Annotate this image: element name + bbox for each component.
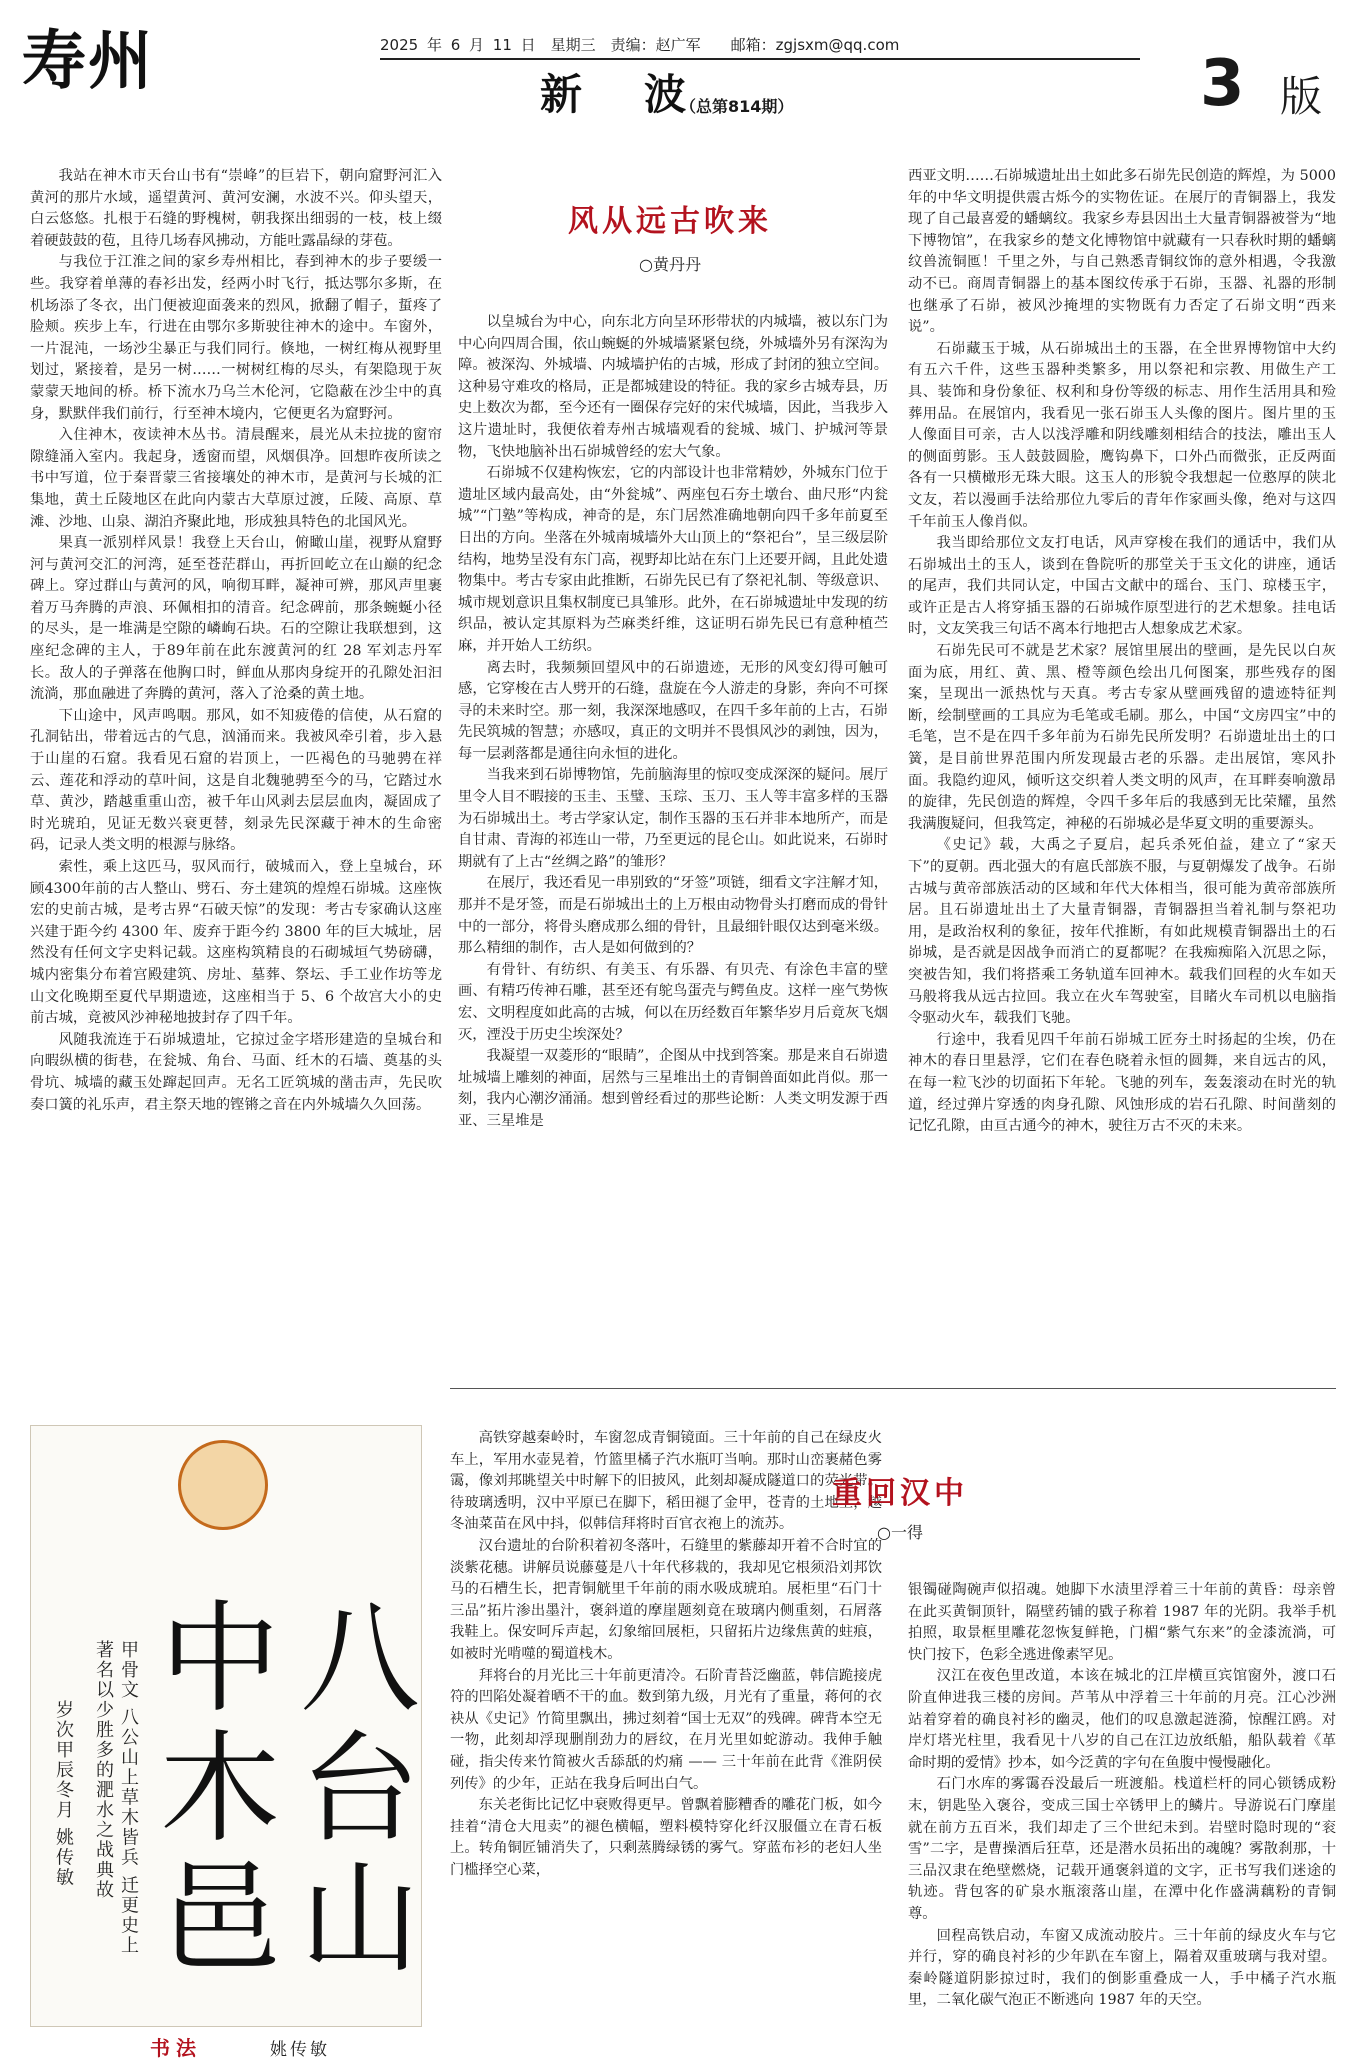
calligraphy-glyph: 山 [300,1850,420,1989]
calligraphy-caption-author: 姚传敏 [270,2040,330,2060]
article1-col3: 西亚文明……石峁城遗址出土如此多石峁先民创造的辉煌，为 5000 年的中华文明提供震古烁今的实物佐证。在展厅的青铜器上，我发现了自己最喜爱的蟠螭纹。我家乡寿县因出土大量青铜器被誉为“地下博物馆”，在我家乡的楚文化博物馆中就藏有一只春秋时期的蟠螭纹兽流铜匜！千里之外，与自己熟悉青铜纹饰的意外相遇，令我激动不已。商周青铜器上的基本图纹传承于石峁，玉器、礼器的形制也继承了石峁，被风沙掩埋的实物既有力否定了石峁文明“西来说”。 石峁藏玉于城，从石峁城出土的玉器，在全世界博物馆中大约有五六千件，这些玉器种类繁多，用以祭祀和宗教、用做生产工具、装饰和身份象征、权利和身份等级的标志、用作生活用具和殓葬用品。在展馆内，我看见一张石峁玉人头像的图片。图片里的玉人像面目可亲，古人以浅浮雕和阴线雕刻相结合的技法，雕出玉人的侧面剪影。玉人鼓鼓圆脸，鹰钩鼻下，口外凸而微张，正反两面各有一只横橄形无珠大眼。这玉人的形貌令我想起一位憨厚的陕北文友，若以漫画手法给那位九零后的青年作家画头像，绝对与这四千年前玉人像肖似。 我当即给那位文友打电话，风声穿梭在我们的通话中，我们从石峁城出土的玉人，谈到在鲁院听的那堂关于玉文化的讲座，通话的尾声，我们共同认定，中国古文献中的瑶台、玉门、琼楼玉宇，或许正是古人将穿插玉器的石峁城作原型进行的艺术想象。挂电话时，文友笑我三句话不离本行地把古人想象成艺术家。 石峁先民可不就是艺术家？展馆里展出的壁画，是先民以白灰面为底，用红、黄、黑、橙等颜色绘出几何图案，那些残存的图案，呈现出一派热忱与天真。考古专家从壁画残留的遗迹特征判断，绘制壁画的工具应为毛笔或毛刷。那么，中国“文房四宝”中的毛笔，岂不是在四千多年前为石峁先民所发明？石峁遗址出土的口簧，是目前世界范围内所发现最古老的乐器。走出展馆，寒风扑面。我隐约迎风，倾听这交织着人类文明的风声，在耳畔奏响激昂的旋律，先民创造的辉煌，令四千多年后的我感到无比荣耀，虽然我满腹疑问，但我笃定，神秘的石峁城必是华夏文明的重要源头。 《史记》载，大禹之子夏启，起兵杀死伯益，建立了“家天下”的夏朝。西北强大的有扈氏部族不服，与夏朝爆发了战争。石峁古城与黄帝部族活动的区域和年代大体相当，很可能为黄帝部族所居。且石峁遗址出土了大量青铜器，青铜器担当着礼制与祭祀功用，是政治权利的象征，按年代推断，有如此规模青铜器出土的石峁城，是否就是因战争而消亡的夏都呢？在我痴痴陷入沉思之际，突被告知，我们将搭乘工务轨道车回神木。载我们回程的火车如天马般将我从远古拉回。我立在火车驾驶室，目睹火车司机以电脑指令驱动火车，载我们飞驰。 行途中，我看见四千年前石峁城工匠夯土时扬起的尘埃，仍在神木的春日里悬浮，它们在春色晓着永恒的圆舞，来自远古的风，在每一粒飞沙的切面拓下年轮。飞驰的列车，轰轰滚动在时光的轨道，经过弹片穿透的肉身孔隙、风蚀形成的岩石孔隙、时间凿刻的记忆孔隙，由亘古通今的神木，驶往万古不灭的未来。 [908,168,1336,1135]
calligraphy-caption-label: 书法 [150,2036,202,2060]
page-unit: 版 [1280,72,1323,121]
masthead-rule [380,58,1140,60]
article2-col2: 银镯碰陶碗声似招魂。她脚下水渍里浮着三十年前的黄昏：母亲曾在此买黄铜顶针，隔壁药铺的戥子称着 1987 年的光阴。我举手机拍照，取景框里雕花忽恢复鲜艳，门楣“紫气东来”的金漆流淌，可快门按下，色彩全逃进像素罕见。 汉江在夜色里改道，本该在城北的江岸横亘宾馆窗外，渡口石阶直伸进我三楼的房间。芦苇从中浮着三十年前的月亮。江心沙洲站着穿着的确良衬衫的幽灵，他们的叹息激起涟漪，惊醒江鸥。对岸灯塔光柱里，我看见十八岁的自己在江边放纸船，船队载着《革命时期的爱情》抄本，如今泛黄的字句在鱼腹中慢慢融化。 石门水库的雾霭吞没最后一班渡船。栈道栏杆的同心锁锈成粉末，钥匙坠入褒谷，变成三国士卒锈甲上的鳞片。导游说石门摩崖就在前方五百米，我们却走了三个世纪未到。岩壁时隐时现的“衮雪”二字，是曹操酒后狂草，还是潜水员拓出的魂魄？雾散刹那，十三品汉隶在绝壁燃烧，记载开通褒斜道的文字，正书写我们迷途的轨迹。背包客的矿泉水瓶滚落山崖，在潭中化作盛满藕粉的青铜尊。 回程高铁启动，车窗又成流动胶片。三十年前的绿皮火车与它并行，穿的确良衬衫的少年趴在车窗上，隔着双重玻璃与我对望。秦岭隧道阴影掠过时，我们的倒影重叠成一人，手中橘子汽水瓶里，二氧化碳气泡正不断逃向 1987 年的天空。 [908,1582,1336,2009]
calligraphy-glyph: 台 [300,1720,420,1859]
article2-title: 重回汉中 [832,1476,968,1511]
page-number: 3 [1200,47,1245,121]
article1-col1: 我站在神木市天台山书有“崇峰”的巨岩下，朝向窟野河汇入黄河的那片水域，遥望黄河、黄河安澜，水波不兴。仰头望天，白云悠悠。扎根于石缝的野槐树，朝我探出细弱的一枝，枝上缀着硬鼓鼓的苞，且待几场春风拂动，方能吐露晶绿的芽苞。 与我位于江淮之间的家乡寿州相比，春到神木的步子要缓一些。我穿着单薄的春衫出发，经两小时飞行，抵达鄂尔多斯，在机场添了冬衣，出门便被迎面袭来的烈风，掀翻了帽子，蜇疼了脸颊。疾步上车，行进在由鄂尔多斯驶往神木的途中。车窗外，一片混沌，一场沙尘暴正与我们同行。倏地，一树红梅从视野里划过，紧接着，是另一树……一树树红梅的尽头，有架隐现于灰蒙蒙天地间的桥。桥下流水乃乌兰木伦河，它隐蔽在沙尘中的真身，默默伴我们前行，行至神木境内，它便更名为窟野河。 入住神木，夜读神木丛书。清晨醒来，晨光从未拉拢的窗帘隙缝涌入室内。我起身，透窗而望，风烟俱净。回想昨夜所读之书中写道，位于秦晋蒙三省接壤处的神木市，是黄河与长城的汇集地，黄土丘陵地区在此向内蒙古大草原过渡，丘陵、高原、草滩、沙地、山泉、湖泊齐聚此地，形成独具特色的北国风光。 果真一派别样风景！我登上天台山，俯瞰山崖，视野从窟野河与黄河交汇的河湾，延至苍茫群山，再折回屹立在山巅的纪念碑上。穿过群山与黄河的风，响彻耳畔，凝神可辨，那风声里裹着万马奔腾的声浪、环佩相扣的清音。纪念碑前，那条蜿蜒小径的尽头，是一堆满是空隙的嶙峋石块。石的空隙让我联想到，这座纪念碑的主人，于89年前在此东渡黄河的红 28 军刘志丹军长。敌人的子弹落在他胸口时，鲜血从那肉身绽开的孔隙处汩汩流淌，那血融进了奔腾的黄河，落入了沧桑的黄土地。 下山途中，风声鸣咽。那风，如不知疲倦的信使，从石窟的孔洞钻出，带着远古的气息，汹涌而来。我被风牵引着，步入悬于山崖的石窟。我看见石窟的岩顶上，一匹褐色的马驰骋在祥云、莲花和浮动的草叶间，这是自北魏驰骋至今的马，它踏过水草、黄沙，踏越重重山峦，被千年山风剥去层层血肉，凝固成了时光琥珀，见证无数兴衰更替，刻录先民深藏于神木的生命密码，记录人类文明的根源与脉络。 索性，乘上这匹马，驭风而行，破城而入，登上皇城台，环顾4300年前的古人整山、劈石、夯土建筑的煌煌石峁城。这座恢宏的史前古城，是考古界“石破天惊”的发现：考古专家确认这座兴建于距今约 4300 年、废弃于距今约 3800 年的巨大城址，居然没有任何文字史料记载。这座构筑精良的石砌城垣气势磅礴，城内密集分布着宫殿建筑、房址、墓葬、祭坛、手工业作坊等龙山文化晚期至夏代早期遗迹，这座相当于 5、6 个故宫大小的史前古城，竟被风沙神秘地披封存了四千年。 风随我流连于石峁城遗址，它掠过金字塔形建造的皇城台和向暇纵横的街巷，在瓮城、角台、马面、纴木的石墙、奠基的头骨坑、城墙的藏玉处蹿起回声。无名工匠筑城的凿击声，先民吹奏口簧的礼乐声，君主祭天地的铿锵之音在内外城墙久久回荡。 [30,168,442,1113]
article2-col1: 高铁穿越秦岭时，车窗忽成青铜镜面。三十年前的自己在绿皮火车上，军用水壶晃着，竹篮里橘子汽水瓶叮当响。那时山峦裹赭色雾霭，像刘邦眺望关中时解下的旧披风，此刻却凝成隧道口的荧光带。待玻璃透明，汉中平原已在脚下，稻田褪了金甲，苍青的土地上，越冬油菜苗在风中抖，似韩信拜将时百官衣袍上的流苏。 汉台遗址的台阶积着初冬落叶，石缝里的紫藤却开着不合时宜的淡紫花穗。讲解员说藤蔓是八十年代移栽的，我却见它根须沿刘邦饮马的石槽生长，把青铜觥里千年前的雨水吸成琥珀。展柜里“石门十三品”拓片渗出墨汁，褒斜道的摩崖题刻竟在玻璃内侧重刻，石屑落我鞋上。保安呵斥声起，幻象缩回展柜，只留拓片边缘焦黄的蛀痕，如被时光啃噬的蜀道栈木。 拜将台的月光比三十年前更清冷。石阶青苔泛幽蓝，韩信跪接虎符的凹陷处凝着晒不干的血。数到第九级，月光有了重量，蒋何的衣袂从《史记》竹简里飘出，拂过刻着“国士无双”的残碑。碑背本空无一物，此刻却浮现删削劲力的唇纹，在月光里如蛇游动。我伸手触碰，指尖传来竹简被火舌舔舐的灼痛 —— 三十年前在此背《淮阴侯列传》的少年，正站在我身后呵出白气。 东关老街比记忆中衰败得更早。曾飘着膨糟香的雕花门板，如今挂着“清仓大甩卖”的褪色横幅，塑料模特穿化纤汉服僵立在青石板上。转角铜匠铺消失了，只剩蒸腾绿锈的雾气。穿蓝布衫的老妇人坐门槛择空心菜， [450,1430,882,1878]
issue-number: （总第814期） [680,97,794,116]
article1-col2: 以皇城台为中心，向东北方向呈环形带状的内城墙，被以东门为中心向四周合围，依山蜿蜒的外城墙紧紧包绕，外城墙外另有深沟为障。被深沟、外城墙、内城墙护佑的古城，形成了封闭的独立空间。这种易守难攻的格局，正是都城建设的特征。我的家乡古城寿县，历史上数次为都，至今还有一圈保存完好的宋代城墙，因此，当我步入这片遗址时，我便依着寿州古城墙观看的瓮城、城门、护城河等景物，飞快地脑补出石峁城曾经的宏大气象。 石峁城不仅建构恢宏，它的内部设计也非常精妙，外城东门位于遗址区域内最高处，由“外瓮城”、两座包石夯土墩台、曲尺形“内瓮城”“门塾”等构成，神奇的是，东门居然准确地朝向四千多年前夏至日出的方向。坐落在外城南城墙外大山顶上的“祭祀台”，呈三级层阶结构，地势呈没有东门高，视野却比站在东门上还要开阔，且此处遗物集中。考古专家由此推断，石峁先民已有了祭祀礼制、等级意识、城市规划意识且集权制度已具雏形。此外，在石峁城遗址中发现的纺织品，被认定其原料为苎麻类纤维，这证明石峁先民已有意种植苎麻，并开始人工纺织。 离去时，我频频回望风中的石峁遗迹，无形的风变幻得可触可感，它穿梭在古人劈开的石缝，盘旋在今人游走的身影，奔向不可探寻的未来时空。那一刻，我深深地感叹，在四千多年前的上古，石峁先民筑城的智慧；亦感叹，真正的文明并不畏惧风沙的剥蚀，因为，每一层剥落都是通往向永恒的进化。 当我来到石峁博物馆，先前脑海里的惊叹变成深深的疑问。展厅里令人目不暇接的玉圭、玉璧、玉琮、玉刀、玉人等丰富多样的玉器为石峁城出土。考古学家认定，制作玉器的玉石并非本地所产，而是自甘肃、青海的祁连山一带，乃至更远的昆仑山。如此说来，石峁时期就有了上古“丝绸之路”的雏形？ 在展厅，我还看见一串别致的“牙签”项链，细看文字注解才知，那并不是牙签，而是石峁城出土的上万根由动物骨头打磨而成的骨针中的一部分，将骨头磨成那么细的骨针，且最细针眼仅达到毫米级。那么精细的制作，古人是如何做到的？ 有骨针、有纺织、有美玉、有乐器、有贝壳、有涂色丰富的壁画、有精巧传神石雕，甚至还有鸵鸟蛋壳与鳄鱼皮。这样一座气势恢宏、文明程度如此高的古城，何以在历经数百年繁华岁月后竟灰飞烟灭，湮没于历史尘埃深处？ 我凝望一双菱形的“眼睛”，企图从中找到答案。那是来自石峁遗址城墙上雕刻的神面，居然与三星堆出土的青铜兽面如此肖似。那一刻，我内心潮汐涌涌。想到曾经看过的那些论断：人类文明发源于西亚、三星堆是 [458,314,888,1129]
section-title: 新 波 [540,70,697,119]
calligraphy-glyph: 邑 [160,1850,280,1989]
section-divider [450,1388,1336,1389]
calligraphy-inscription: 甲骨文 八公山上草木皆兵 迁更史上 [118,1640,139,1956]
sun-seal-icon [178,1440,268,1530]
article1-title: 风从远古吹来 [568,204,772,239]
calligraphy-glyph: 中 [160,1590,280,1729]
newspaper-logo: 寿州 [22,24,154,99]
date-editor-line: 2025 年 6 月 11 日 星期三 责编：赵广军 邮箱：zgjsxm@qq.com [380,36,900,54]
article2-byline: ○一得 [877,1523,923,1542]
calligraphy-signature: 岁次甲辰冬月 姚传敏 [53,1700,74,1888]
calligraphy-inscription: 著名以少胜多的淝水之战典故 [93,1640,114,1900]
article1-byline: ○黄丹丹 [639,255,701,274]
calligraphy-glyph: 木 [160,1720,280,1859]
calligraphy-glyph: 八 [300,1590,420,1729]
